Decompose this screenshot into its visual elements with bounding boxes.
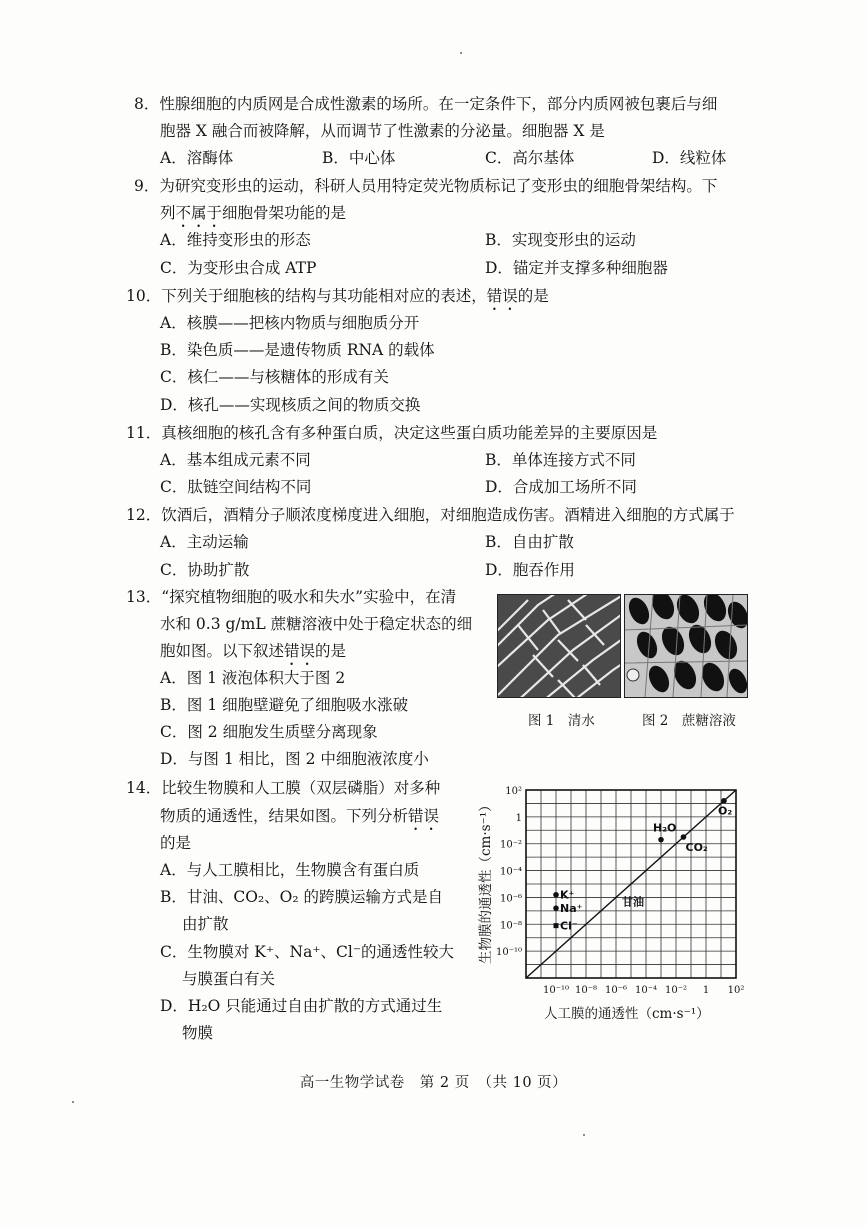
data-point <box>554 923 559 928</box>
question-14-text-line-3: 的是 <box>160 834 192 852</box>
figure-2-sucrose-cells-image <box>624 594 748 698</box>
data-point-label: H₂O <box>653 821 677 835</box>
question-13-text-line-3: 胞如图。以下叙述错误的是 <box>160 642 347 660</box>
question-10-option-c: C．核仁——与核糖体的形成有关 <box>160 368 389 386</box>
scan-speck <box>460 52 462 54</box>
y-tick-label: 10⁻⁸ <box>499 920 522 932</box>
question-9-option-a: A．维持变形虫的形态 <box>160 231 311 249</box>
question-13-option-a: A．图 1 液泡体积大于图 2 <box>160 669 346 687</box>
question-8-option-a: A．溶酶体 <box>160 149 234 167</box>
y-tick-label: 10⁻¹⁰ <box>495 947 522 959</box>
question-13-option-d: D．与图 1 相比，图 2 中细胞液浓度小 <box>160 750 429 768</box>
emphasis-wrong: 错误 <box>486 287 518 305</box>
question-13-option-c: C．图 2 细胞发生质壁分离现象 <box>160 723 378 741</box>
data-point-label: Na⁺ <box>560 902 583 916</box>
question-14-option-c-line-2: 与膜蛋白有关 <box>182 970 276 988</box>
data-point <box>553 892 559 898</box>
scan-speck <box>583 1134 585 1136</box>
question-12-option-b: B．自由扩散 <box>485 533 574 551</box>
question-11-option-c: C．肽链空间结构不同 <box>160 478 312 496</box>
data-point-label: K⁺ <box>560 888 575 902</box>
question-14-option-b-line-1: B．甘油、CO₂、O₂ 的跨膜运输方式是自 <box>160 888 444 906</box>
data-point <box>658 837 664 843</box>
figure-1-caption: 图 1 清水 <box>528 713 595 729</box>
question-9-option-c: C．为变形虫合成 ATP <box>160 259 317 277</box>
question-14-option-a: A．与人工膜相比，生物膜含有蛋白质 <box>160 861 420 879</box>
data-point <box>553 905 559 911</box>
data-point <box>721 798 727 804</box>
x-tick-label: 10⁻¹⁰ <box>542 985 570 996</box>
data-point-label: Cl⁻ <box>560 919 578 933</box>
data-point-label: CO₂ <box>685 841 708 854</box>
emphasis-wrong: 错误 <box>284 642 316 660</box>
data-point-label: 甘油 <box>622 895 644 909</box>
figure-1-water-cells-image <box>497 594 621 698</box>
y-tick-label: 10² <box>505 786 522 797</box>
scan-speck <box>72 1101 74 1103</box>
figure-2-caption: 图 2 蔗糖溶液 <box>642 713 736 729</box>
data-point <box>681 834 687 840</box>
y-tick-label: 1 <box>515 812 522 824</box>
x-tick-label: 10⁻⁴ <box>634 985 658 996</box>
x-tick-label: 10² <box>727 985 745 996</box>
question-10-option-b: B．染色质——是遗传物质 RNA 的载体 <box>160 341 435 359</box>
question-11-text: 11．真核细胞的核孔含有多种蛋白质，决定这些蛋白质功能差异的主要原因是 <box>126 424 658 442</box>
question-10-option-d: D．核孔——实现核质之间的物质交换 <box>160 396 421 414</box>
question-12-option-a: A．主动运输 <box>160 533 249 551</box>
x-tick-label: 10⁻⁸ <box>574 985 598 996</box>
question-11-option-d: D．合成加工场所不同 <box>485 478 637 496</box>
question-8-text-line-1: 8．性腺细胞的内质网是合成性激素的场所。在一定条件下，部分内质网被包裹后与细 <box>134 95 718 113</box>
question-8-option-b: B．中心体 <box>322 149 396 167</box>
question-14-option-d-line-2: 物膜 <box>182 1024 214 1042</box>
data-point-label: O₂ <box>718 804 733 818</box>
question-14-option-c-line-1: C．生物膜对 K⁺、Na⁺、Cl⁻的通透性较大 <box>160 943 455 961</box>
question-8-option-d: D．线粒体 <box>652 149 727 167</box>
question-11-option-a: A．基本组成元素不同 <box>160 451 311 469</box>
question-13-text-line-1: 13．“探究植物细胞的吸水和失水”实验中，在清 <box>126 588 457 606</box>
question-10-option-a: A．核膜——把核内物质与细胞质分开 <box>160 314 420 332</box>
emphasis-wrong: 错误 <box>408 807 440 825</box>
y-tick-label: 10⁻⁴ <box>499 866 522 878</box>
permeability-chart <box>472 782 772 1032</box>
question-14-option-b-line-2: 由扩散 <box>182 915 229 933</box>
permeability-chart-svg <box>472 782 772 1032</box>
x-tick-label: 10⁻⁶ <box>604 985 628 996</box>
question-14-option-d-line-1: D．H₂O 只能通过自由扩散的方式通过生 <box>160 997 443 1015</box>
y-axis-label: 生物膜的通透性（cm·s⁻¹） <box>478 798 494 964</box>
question-12-text: 12．饮酒后，酒精分子顺浓度梯度进入细胞，对细胞造成伤害。酒精进入细胞的方式属于 <box>126 506 735 524</box>
question-9-text-line-2: 列不属于细胞骨架功能的是 <box>160 204 347 222</box>
question-12-option-d: D．胞吞作用 <box>485 561 575 579</box>
question-10-text: 10．下列关于细胞核的结构与其功能相对应的表述，错误的是 <box>126 287 549 305</box>
question-14-text-line-2: 物质的通透性，结果如图。下列分析错误 <box>160 807 440 825</box>
question-11-option-b: B．单体连接方式不同 <box>485 451 636 469</box>
x-tick-label: 1 <box>702 985 710 996</box>
question-8-text-line-2: 胞器 X 融合而被降解，从而调节了性激素的分泌量。细胞器 X 是 <box>160 122 605 140</box>
question-13-option-b: B．图 1 细胞壁避免了细胞吸水涨破 <box>160 696 409 714</box>
x-axis-label: 人工膜的通透性（cm·s⁻¹） <box>544 1006 710 1022</box>
x-tick-label: 10⁻² <box>664 985 688 996</box>
question-13-text-line-2: 水和 0.3 g/mL 蔗糖溶液中处于稳定状态的细 <box>160 615 473 633</box>
question-9-option-b: B．实现变形虫的运动 <box>485 231 636 249</box>
page-footer: 高一生物学试卷 第 2 页 （共 10 页） <box>299 1075 568 1091</box>
question-12-option-c: C．协助扩散 <box>160 561 250 579</box>
question-8-option-c: C．高尔基体 <box>485 149 575 167</box>
y-tick-label: 10⁻² <box>499 839 522 851</box>
y-tick-label: 10⁻⁶ <box>499 893 522 905</box>
question-9-option-d: D．锚定并支撑多种细胞器 <box>485 259 668 277</box>
question-9-text-line-1: 9．为研究变形虫的运动，科研人员用特定荧光物质标记了变形虫的细胞骨架结构。下 <box>134 177 718 195</box>
emphasis-not: 不属于 <box>175 204 223 222</box>
question-14-text-line-1: 14．比较生物膜和人工膜（双层磷脂）对多种 <box>126 779 441 797</box>
